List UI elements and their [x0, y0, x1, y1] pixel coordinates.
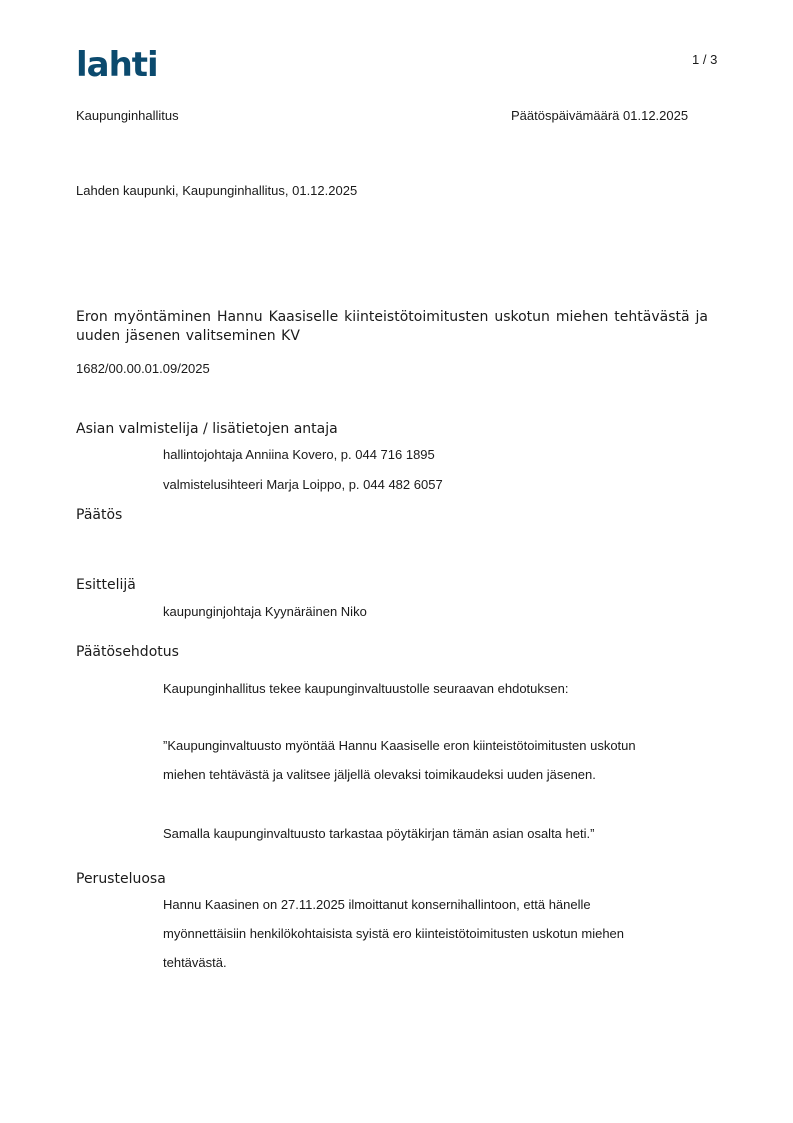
rationale-heading: Perusteluosa	[76, 871, 166, 887]
meeting-line: Lahden kaupunki, Kaupunginhallitus, 01.12.2025	[76, 183, 358, 198]
proposal-intro: Kaupunginhallitus tekee kaupunginvaltuustolle seuraavan ehdotuksen:	[163, 681, 569, 696]
rationale-line: tehtävästä.	[163, 955, 227, 970]
rationale-line: myönnettäisiin henkilökohtaisista syistä ero kiinteistötoimitusten uskotun miehen	[163, 926, 625, 941]
matter-title: Eron myöntäminen Hannu Kaasiselle kiinteistötoimitusten uskotun miehen tehtävästä ja uuden jäsenen valitseminen KV	[76, 309, 708, 344]
decision-heading: Päätös	[76, 507, 123, 523]
proposal-heading: Päätösehdotus	[76, 644, 179, 660]
preparer-line: hallintojohtaja Anniina Kovero, p. 044 716 1895	[163, 447, 435, 462]
rationale-line: Hannu Kaasinen on 27.11.2025 ilmoittanut konsernihallintoon, että hänelle	[163, 897, 591, 912]
proposal-quote-line: ”Kaupunginvaltuusto myöntää Hannu Kaasiselle eron kiinteistötoimitusten uskotun	[163, 738, 636, 753]
preparer-line: valmistelusihteeri Marja Loippo, p. 044 482 6057	[163, 477, 443, 492]
record-number: 1682/00.00.01.09/2025	[76, 361, 210, 376]
organ-name: Kaupunginhallitus	[76, 108, 179, 123]
preparers-heading: Asian valmistelija / lisätietojen antaja	[76, 421, 338, 437]
decision-date: Päätöspäivämäärä 01.12.2025	[511, 108, 689, 123]
lahti-logo: lahti	[76, 45, 158, 85]
proposal-quote-line: Samalla kaupunginvaltuusto tarkastaa pöytäkirjan tämän asian osalta heti.”	[163, 826, 595, 841]
proposal-quote-line: miehen tehtävästä ja valitsee jäljellä olevaksi toimikaudeksi uuden jäsenen.	[163, 767, 596, 782]
presenter-heading: Esittelijä	[76, 577, 136, 593]
presenter-name: kaupunginjohtaja Kyynäräinen Niko	[163, 604, 367, 619]
page-indicator: 1 / 3	[692, 52, 718, 67]
